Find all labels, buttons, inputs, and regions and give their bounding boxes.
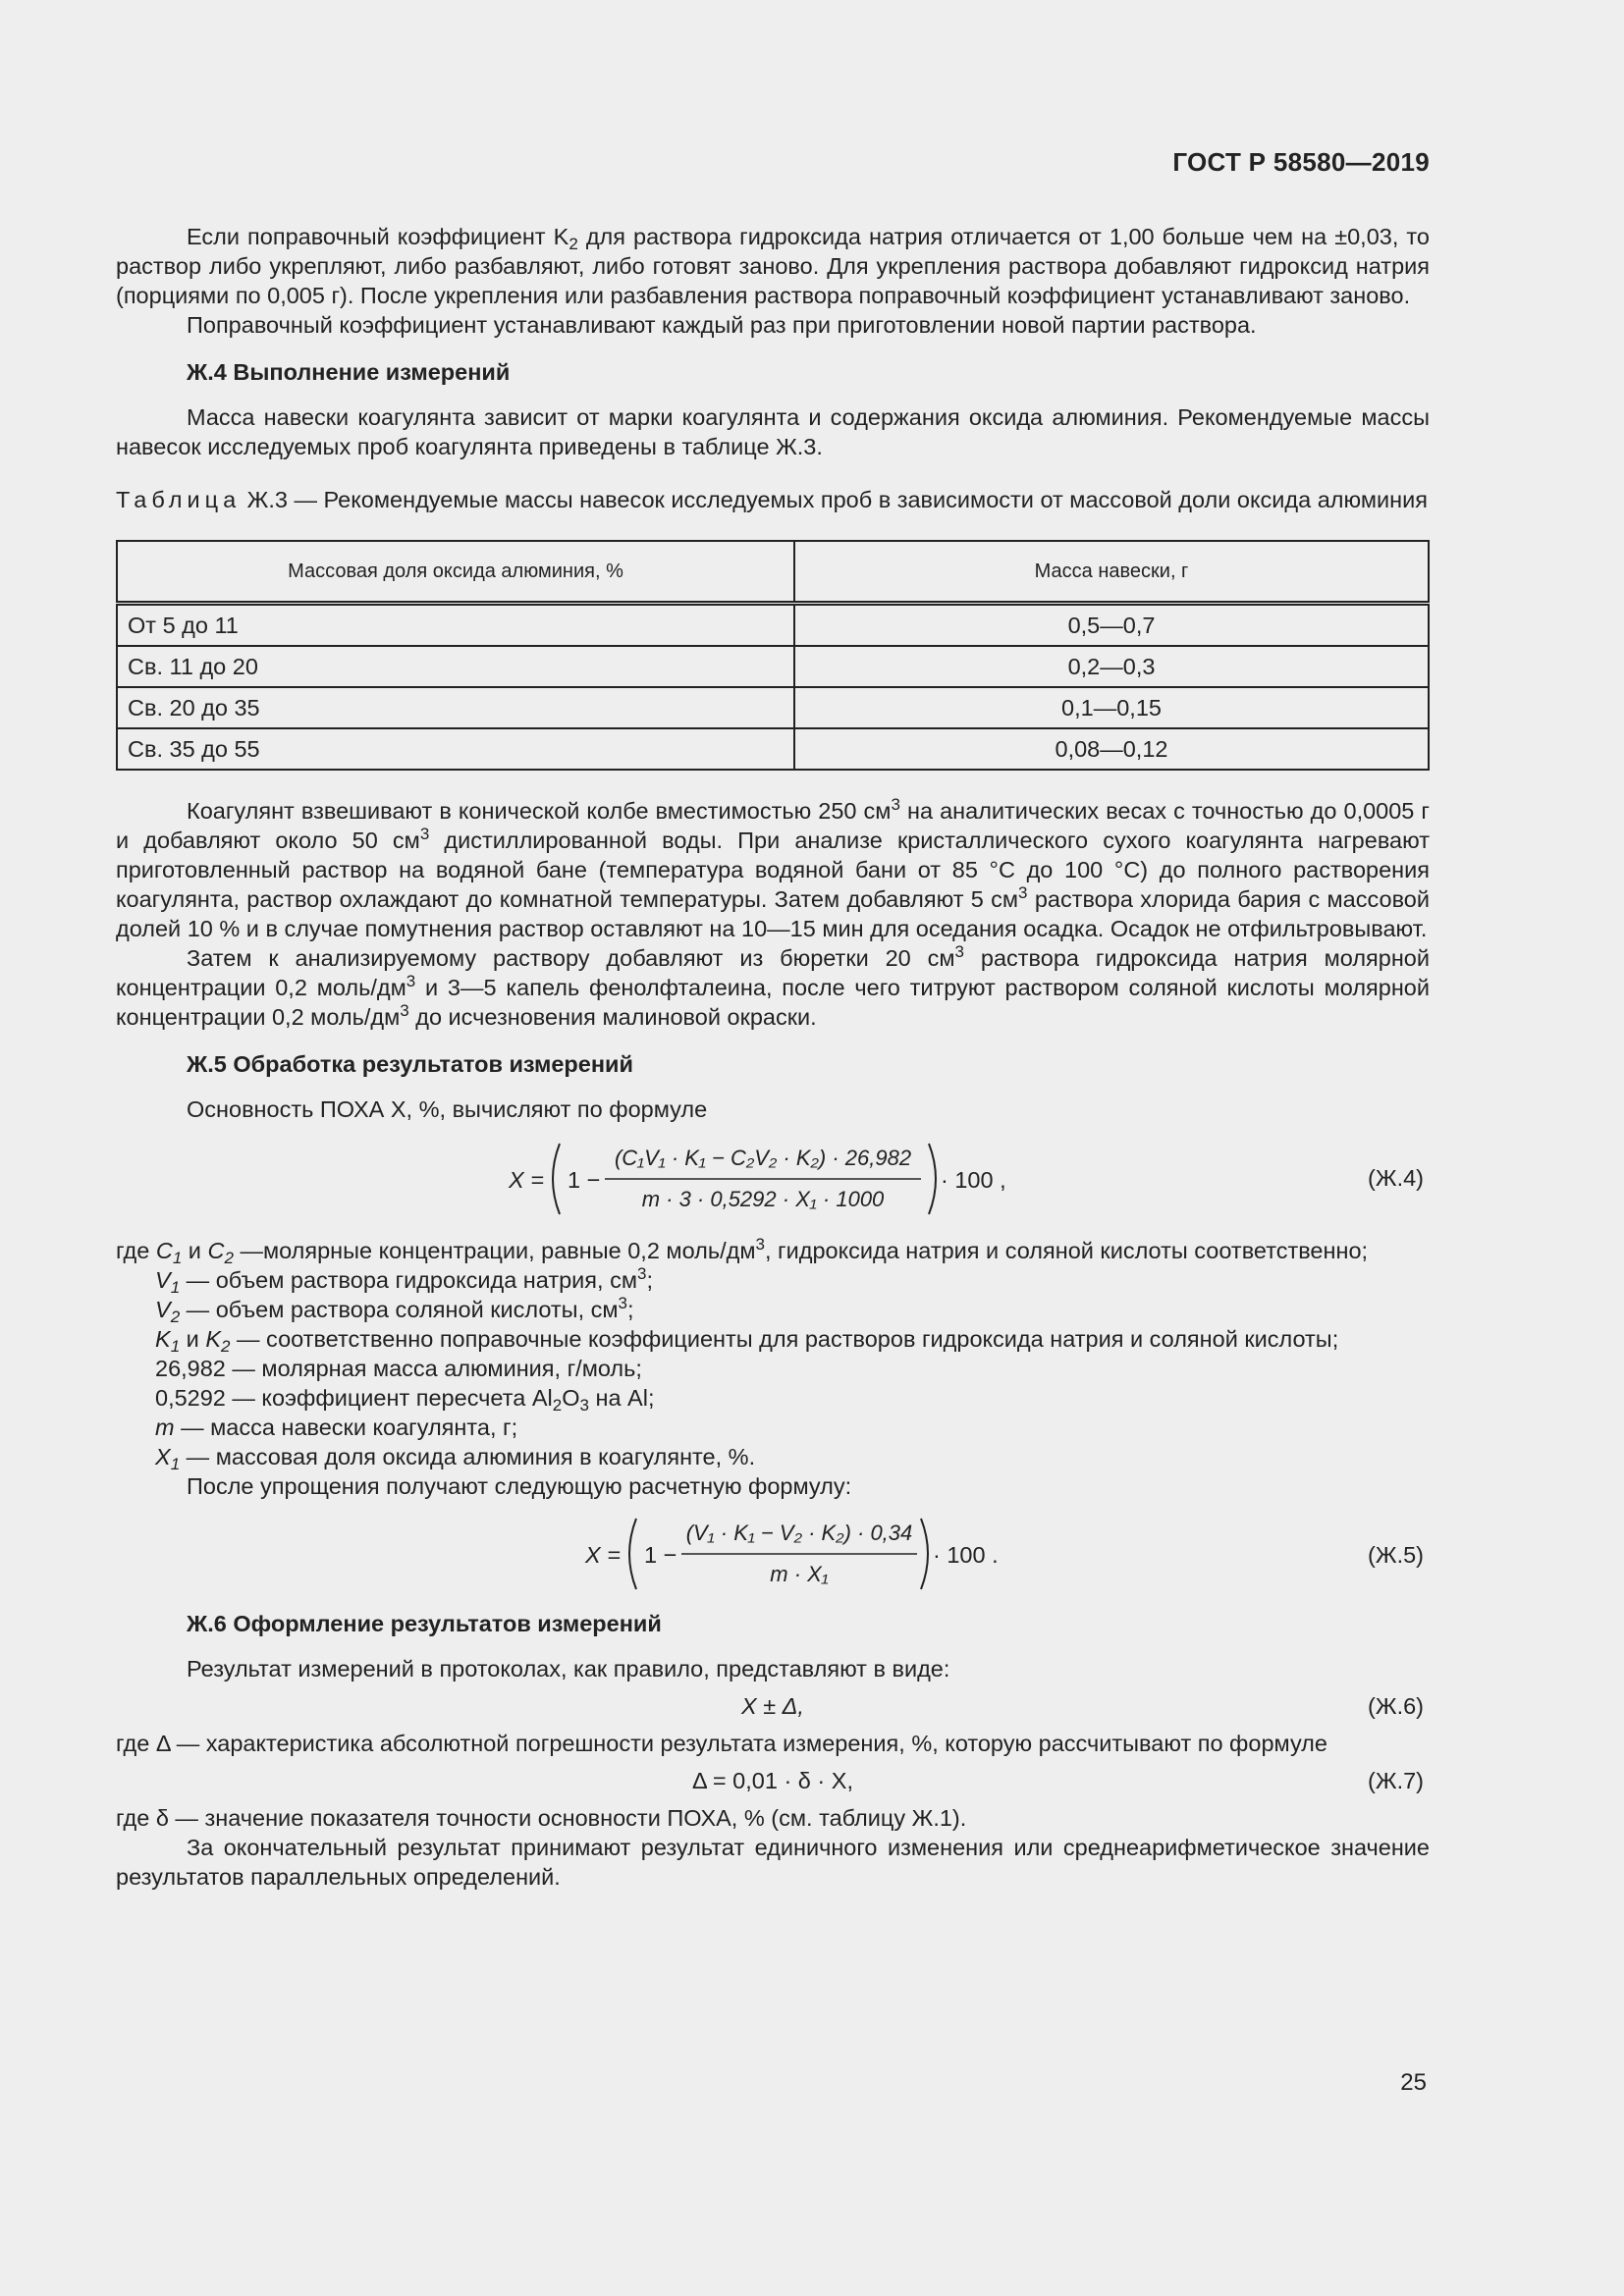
table-cell: Св. 35 до 55 bbox=[117, 728, 794, 770]
text-run: — массовая доля оксида алюминия в коагулянте, %. bbox=[180, 1444, 756, 1469]
paragraph-coefficient-note: Поправочный коэффициент устанавливают каждый раз при приготовлении новой партии раствора. bbox=[187, 312, 1257, 338]
table-cell: Св. 20 до 35 bbox=[117, 687, 794, 728]
table-header-cell: Масса навески, г bbox=[794, 541, 1429, 604]
subscript: 2 bbox=[568, 235, 578, 253]
text-run: Затем к анализируемому раствору добавляют из бюретки 20 см bbox=[187, 945, 955, 971]
formula-zh7 bbox=[116, 1758, 1430, 1803]
table-row bbox=[117, 687, 1429, 728]
var-x: $X_1$ bbox=[155, 1444, 181, 1473]
paragraph-delta-def: где δ — значение показателя точности основности ПОХА, % (см. таблицу Ж.1). bbox=[116, 1805, 967, 1831]
formula-label: (Ж.4) bbox=[1368, 1165, 1424, 1191]
superscript: 3 bbox=[891, 795, 900, 814]
where-molar-mass: 26,982 — молярная масса алюминия, г/моль; bbox=[155, 1356, 642, 1381]
table-row bbox=[117, 646, 1429, 687]
text-run: , гидроксида натрия и соляной кислоты соответственно; bbox=[764, 1238, 1369, 1263]
where-m bbox=[116, 1413, 1430, 1442]
superscript: 3 bbox=[954, 942, 965, 961]
where-k: $K_1$ и $K_2$ — соответственно поправочные коэффициенты для растворов гидроксида натрия и соляной кислоты; bbox=[155, 1326, 1339, 1356]
page-header: ГОСТ Р 58580—2019 bbox=[1172, 147, 1430, 177]
superscript: 3 bbox=[406, 972, 416, 990]
text-run: раствора хлорида бария с массовой долей 10 % и в случае помутнения раствор оставляют на 10—15 мин для оседания осадка. Осадок не отфильтровывают. bbox=[116, 886, 1430, 941]
var-m: m bbox=[155, 1415, 175, 1440]
formula-denominator: m · 3 · 0,5292 · X₁ · 1000 bbox=[641, 1187, 885, 1211]
paragraph-delta: где Δ — характеристика абсолютной погрешности результата измерения, %, которую рассчитывают по формуле bbox=[116, 1731, 1327, 1756]
superscript: 3 bbox=[618, 1294, 627, 1312]
where-x1 bbox=[116, 1442, 1430, 1471]
text-run: — соответственно поправочные коэффициенты для растворов гидроксида натрия и соляной кислоты; bbox=[230, 1326, 1339, 1352]
page-number: 25 bbox=[1400, 2069, 1427, 2096]
text-run: где bbox=[116, 1238, 156, 1263]
table-header-cell: Массовая доля оксида алюминия, % bbox=[117, 541, 794, 604]
text-run: раствора гидроксида натрия молярной концентрации 0,2 моль/дм bbox=[116, 945, 1431, 1000]
paragraph-weighing bbox=[116, 796, 1430, 943]
table-cell: От 5 до 11 bbox=[117, 604, 794, 647]
section-title-6: Ж.6 Оформление результатов измерений bbox=[187, 1611, 662, 1636]
subscript: 2 bbox=[552, 1396, 563, 1415]
formula-label: (Ж.7) bbox=[1368, 1768, 1424, 1793]
formula-label: (Ж.6) bbox=[1368, 1693, 1424, 1719]
table-cell: 0,5—0,7 bbox=[794, 604, 1429, 647]
formula-one: 1 − bbox=[568, 1167, 601, 1193]
formula-zh5 bbox=[116, 1507, 1430, 1601]
text-run: дистиллированной воды. При анализе кристаллического сухого коагулянта нагревают приготовленный раствор на водяной бане (температура водяной бани от 85 °С до 100 °С) до полного растворения коагулянта, раствор охлаждают до комнатной температуры. Затем добавляют 5 см bbox=[116, 828, 1430, 912]
formula-text: X ± Δ, bbox=[741, 1693, 804, 1719]
table-row bbox=[117, 728, 1429, 770]
text-run: 0,5292 — коэффициент пересчета Al bbox=[155, 1385, 553, 1411]
table-cell: 0,1—0,15 bbox=[794, 687, 1429, 728]
where-v2: $V_2$ — объем раствора соляной кислоты, $см^3$; bbox=[155, 1294, 634, 1326]
superscript: 3 bbox=[400, 1001, 409, 1020]
paragraph-formula-intro: Основность ПОХА X, %, вычисляют по формуле bbox=[187, 1096, 708, 1122]
var-v: $V_2$ bbox=[155, 1297, 181, 1326]
formula-text: Δ = 0,01 · δ · X, bbox=[692, 1768, 853, 1793]
formula-lhs: X = bbox=[509, 1167, 544, 1193]
table-caption-text: Ж.3 — Рекомендуемые массы навесок исследуемых проб в зависимости от массовой доли оксида алюминия bbox=[241, 487, 1428, 512]
paragraph-titration bbox=[116, 943, 1430, 1032]
text-run: —молярные концентрации, равные 0,2 моль/дм bbox=[233, 1238, 756, 1263]
where-c: где $C_1$ и $C_2$ —молярные концентрации, равные 0,2 моль/$дм^3$, гидроксида натрия и соляной кислоты соответственно; bbox=[116, 1235, 1369, 1267]
where-conversion: 0,5292 — коэффициент пересчета $Al_2O_3$ на Al; bbox=[155, 1385, 655, 1415]
paragraph-sample-mass: Масса навески коагулянта зависит от марки коагулянта и содержания оксида алюминия. Рекомендуемые массы навесок исследуемых проб коагулянта приведены в таблице Ж.3. bbox=[116, 404, 1430, 459]
superscript: 3 bbox=[1018, 883, 1028, 902]
table-header-row bbox=[117, 541, 1429, 604]
var-k: $K_2$ bbox=[205, 1326, 231, 1356]
var-k: $K_1$ bbox=[155, 1326, 181, 1356]
formula-tail: · 100 , bbox=[941, 1167, 1006, 1193]
formula-lhs: X = bbox=[585, 1542, 621, 1568]
table-row bbox=[117, 604, 1429, 647]
paragraph-correction bbox=[116, 222, 1430, 310]
table-cell: 0,2—0,3 bbox=[794, 646, 1429, 687]
text-run: — масса навески коагулянта, г; bbox=[174, 1415, 518, 1440]
formula-one: 1 − bbox=[644, 1542, 677, 1568]
section-title-5: Ж.5 Обработка результатов измерений bbox=[187, 1051, 633, 1077]
superscript: 3 bbox=[636, 1264, 647, 1283]
text-run: Если поправочный коэффициент K bbox=[187, 224, 569, 249]
formula-tail: · 100 . bbox=[933, 1542, 999, 1568]
table-cell: 0,08—0,12 bbox=[794, 728, 1429, 770]
text-run: до исчезновения малиновой окраски. bbox=[408, 1004, 817, 1030]
var-c: $C_1$ bbox=[155, 1238, 183, 1267]
formula-denominator: m · X₁ bbox=[770, 1562, 829, 1586]
superscript: 3 bbox=[755, 1235, 765, 1254]
paragraph-final-result: За окончательный результат принимают результат единичного изменения или среднеарифметическое значение результатов параллельных определений. bbox=[116, 1835, 1430, 1890]
formula-label: (Ж.5) bbox=[1368, 1542, 1424, 1568]
subscript: 3 bbox=[579, 1396, 589, 1415]
where-v1: $V_1$ — объем раствора гидроксида натрия, $см^3$; bbox=[155, 1264, 653, 1297]
table-caption-word: Таблица bbox=[116, 487, 242, 512]
table-caption bbox=[116, 485, 1430, 514]
formula-numerator: (C₁V₁ · K₁ − C₂V₂ · K₂) · 26,982 bbox=[614, 1146, 912, 1170]
paragraph-simplified: После упрощения получают следующую расчетную формулу: bbox=[187, 1473, 852, 1499]
text-run: на Al; bbox=[588, 1385, 655, 1411]
formula-zh6 bbox=[116, 1683, 1430, 1729]
document-body bbox=[116, 222, 1430, 1892]
formula-numerator: (V₁ · K₁ − V₂ · K₂) · 0,34 bbox=[685, 1521, 913, 1545]
text-run: — объем раствора соляной кислоты, см bbox=[180, 1297, 619, 1322]
text-run: и 3—5 капель фенолфталеина, после чего титруют раствором соляной кислоты молярной концентрации 0,2 моль/дм bbox=[116, 975, 1431, 1030]
var-v: $V_1$ bbox=[155, 1267, 181, 1297]
mass-table bbox=[116, 540, 1430, 771]
section-title-4: Ж.4 Выполнение измерений bbox=[187, 359, 511, 385]
formula-zh4 bbox=[116, 1130, 1430, 1228]
table-cell: Св. 11 до 20 bbox=[117, 646, 794, 687]
text-run: на аналитических весах с точностью до 0,0005 г и добавляют около 50 см bbox=[116, 798, 1430, 853]
superscript: 3 bbox=[419, 825, 430, 843]
text-run: для раствора гидроксида натрия отличается от 1,00 больше чем на ±0,03, то раствор либо укрепляют, либо разбавляют, либо готовят заново. Для укрепления раствора добавляют гидроксид натрия (порциями по 0,005 г). После укрепления или разбавления раствора поправочный коэффициент устанавливают заново. bbox=[116, 224, 1431, 308]
text-run: Коагулянт взвешивают в конической колбе вместимостью 250 см bbox=[187, 798, 892, 824]
text-run: — объем раствора гидроксида натрия, см bbox=[180, 1267, 637, 1293]
paragraph-result-form: Результат измерений в протоколах, как правило, представляют в виде: bbox=[187, 1656, 950, 1682]
var-c: $C_2$ bbox=[207, 1238, 234, 1267]
